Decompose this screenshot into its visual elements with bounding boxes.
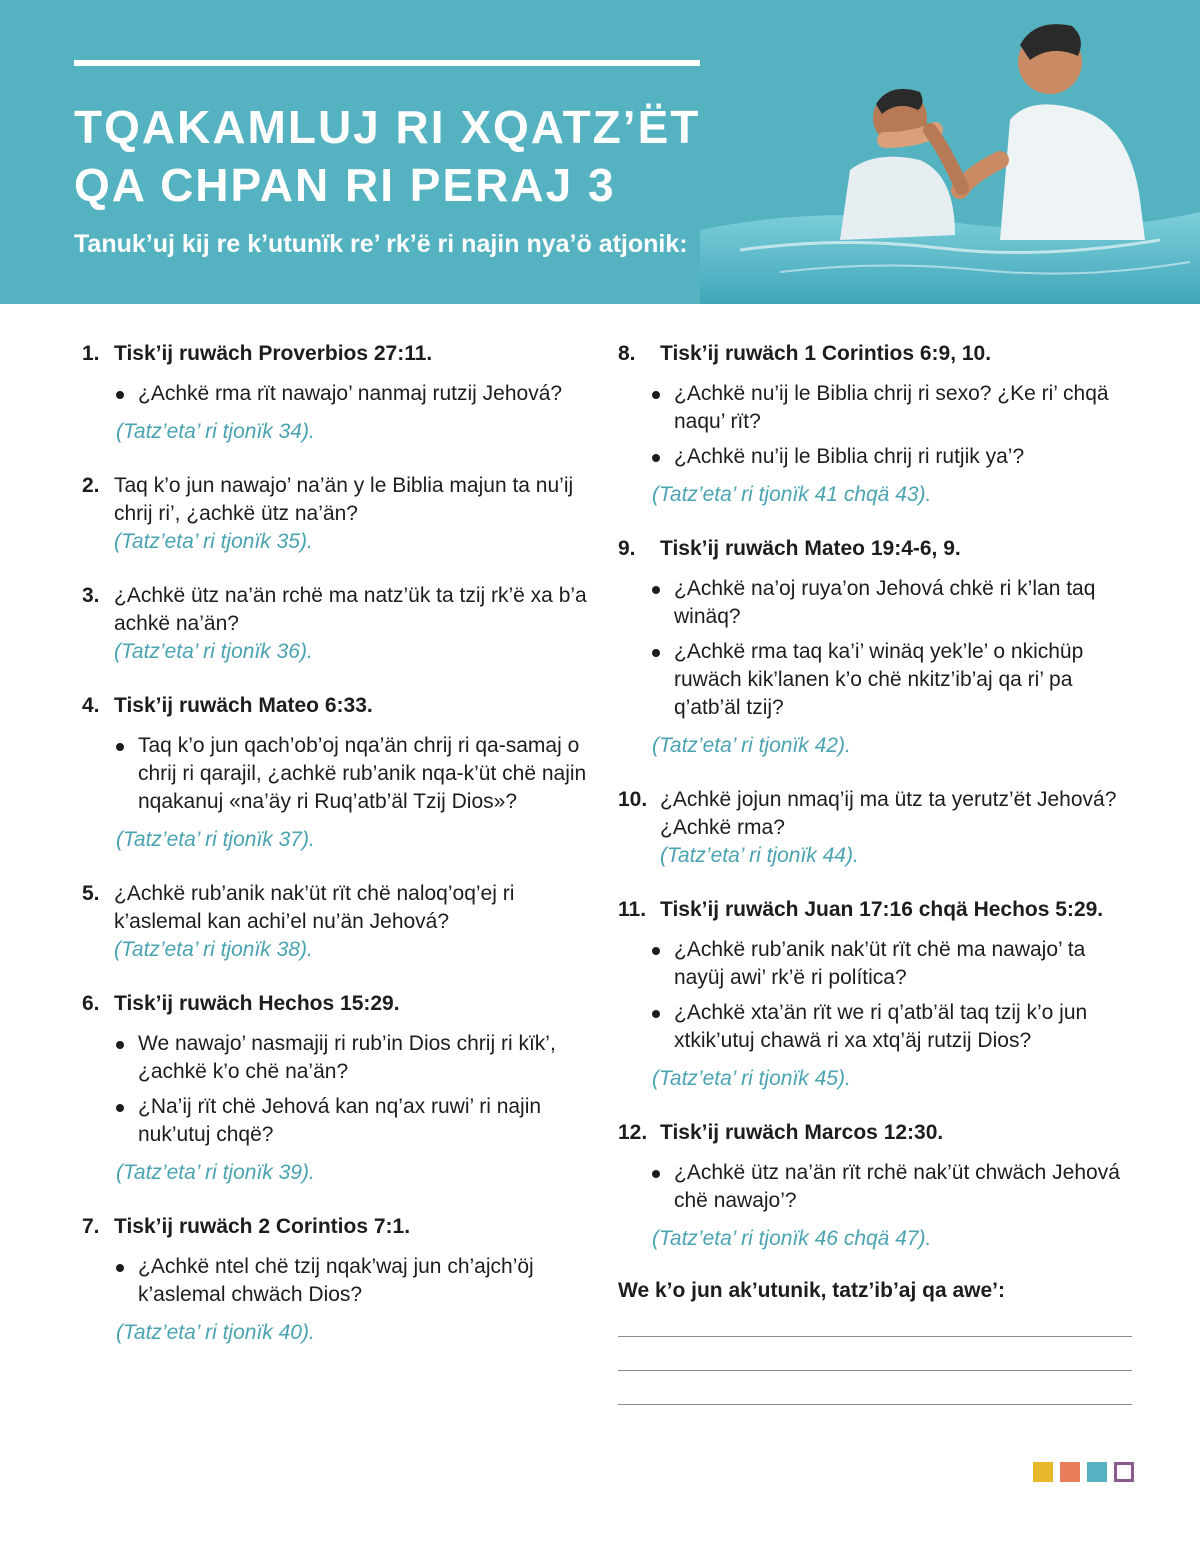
bullet-item: ¿Achkë rub’anik nak’üt rït chë ma nawajo’ ta nayüj awi’ rk’ë ri política? [618,936,1138,992]
lesson-reference: (Tatz’eta’ ri tjonïk 36). [114,640,313,663]
notes-line[interactable] [618,1336,1132,1337]
question-number: 2. [82,474,100,497]
lesson-reference: (Tatz’eta’ ri tjonïk 44). [660,844,859,867]
notes-label: We k’o jun ak’utunik, tatz’ib’aj qa awe’: [618,1279,1006,1302]
question-text [660,896,1138,924]
lesson-reference: (Tatz’eta’ ri tjonïk 40). [116,1321,315,1344]
question-item [618,535,1138,760]
lesson-reference: (Tatz’eta’ ri tjonïk 38). [114,938,313,961]
page-title [74,98,754,214]
bullet-item: ¿Achkë nu’ij le Biblia chrij ri rutjik ya’? [618,443,1138,471]
orange-square [1060,1462,1080,1482]
question-heading [618,896,1138,924]
question-number: 9. [618,537,636,560]
question-heading [618,535,1138,563]
bullet-list [618,936,1138,1055]
question-item [82,990,592,1187]
bullet-item: Taq k’o jun qach’ob’oj nqa’än chrij ri qa-samaj o chrij ri qarajil, ¿achkë rub’anik nqa-k’üt chë najin nqakanuj «na’äy ri Ruq’atb’äl Tzij Dios»? [82,732,592,816]
question-text-body: Tisk’ij ruwäch Proverbios 27:11. [114,342,433,365]
bullet-list [82,732,592,816]
question-heading [618,786,1138,870]
title-line-2: QA CHPAN RI PERAJ 3 [74,159,616,211]
question-number: 3. [82,584,100,607]
bullet-item: We nawajo’ nasmajij ri rub’in Dios chrij ri kïk’, ¿achkë k’o chë na’än? [82,1030,592,1086]
baptism-illustration [700,0,1200,304]
question-item [82,340,592,446]
question-number: 11. [618,898,647,921]
notes-line[interactable] [618,1370,1132,1371]
header-banner [0,0,1200,304]
question-number: 6. [82,992,100,1015]
bullet-item: ¿Na’ij rït chë Jehová kan nq’ax ruwi’ ri najin nuk’utuj chqë? [82,1093,592,1149]
purple-outline-square [1114,1462,1134,1482]
question-heading [82,472,592,556]
question-item [618,786,1138,870]
question-text-body: Tisk’ij ruwäch Marcos 12:30. [660,1121,944,1144]
lesson-reference: (Tatz’eta’ ri tjonïk 46 chqä 47). [652,1227,932,1250]
question-heading [82,880,592,964]
bullet-list [618,380,1138,471]
question-text [660,786,1138,870]
question-item [618,1119,1138,1253]
question-item [82,1213,592,1347]
question-text-body: Tisk’ij ruwäch Mateo 6:33. [114,694,373,717]
bullet-item: ¿Achkë ütz na’än rït rchë nak’üt chwäch Jehová chë nawajo’? [618,1159,1138,1215]
question-number: 8. [618,342,636,365]
question-text-body: Tisk’ij ruwäch Juan 17:16 chqä Hechos 5:29. [660,898,1104,921]
question-item [618,340,1138,509]
notes-line[interactable] [618,1404,1132,1405]
question-heading [82,340,592,368]
page-subtitle: Tanuk’uj kij re k’utunïk re’ rk’ë ri najin nya’ö atjonik: [74,230,688,258]
question-heading [82,692,592,720]
right-column [618,340,1138,1405]
bullet-list [82,1253,592,1309]
question-text-body: Tisk’ij ruwäch Hechos 15:29. [114,992,400,1015]
lesson-reference: (Tatz’eta’ ri tjonïk 45). [652,1067,851,1090]
question-number: 10. [618,788,648,811]
question-item [618,896,1138,1093]
question-heading [618,340,1138,368]
question-text-body: Taq k’o jun nawajo’ na’än y le Biblia majun ta nu’ij chrij ri’, ¿achkë ütz na’än? [114,474,574,525]
lesson-reference: (Tatz’eta’ ri tjonïk 37). [116,828,315,851]
bullet-list [618,1159,1138,1215]
bullet-item: ¿Achkë rma taq ka’i’ winäq yek’le’ o nkichüp ruwäch kik’lanen k’o chë nkitz’ib’aj qa ri’ pa q’atb’äl tzij? [618,638,1138,722]
teal-square [1087,1462,1107,1482]
bullet-item: ¿Achkë nu’ij le Biblia chrij ri sexo? ¿Ke ri’ chqä naqu’ rït? [618,380,1138,436]
question-heading [82,582,592,666]
left-column [82,340,592,1373]
question-item [82,880,592,964]
question-number: 12. [618,1121,648,1144]
question-text [114,990,592,1018]
header-rule [74,60,700,66]
question-text-body: Tisk’ij ruwäch 2 Corintios 7:1. [114,1215,411,1238]
lesson-reference: (Tatz’eta’ ri tjonïk 39). [116,1161,315,1184]
title-line-1: TQAKAMLUJ RI XQATZ’ËT [74,101,701,153]
question-text [114,692,592,720]
color-squares [1033,1462,1134,1482]
bullet-item: ¿Achkë rma rït nawajo’ nanmaj rutzij Jehová? [82,380,592,408]
bullet-list [618,575,1138,722]
question-text [114,340,592,368]
question-text [660,535,1138,563]
question-item [82,582,592,666]
bullet-list [82,1030,592,1149]
question-heading [82,1213,592,1241]
question-number: 5. [82,882,100,905]
question-heading [82,990,592,1018]
question-item [82,692,592,854]
lesson-reference: (Tatz’eta’ ri tjonïk 41 chqä 43). [652,483,932,506]
bullet-item: ¿Achkë xta’än rït we ri q’atb’äl taq tzij k’o jun xtkik’utuj chawä ri xa xtq’äj rutzij Dios? [618,999,1138,1055]
lesson-reference: (Tatz’eta’ ri tjonïk 42). [652,734,851,757]
question-text-body: Tisk’ij ruwäch 1 Corintios 6:9, 10. [660,342,992,365]
question-number: 4. [82,694,100,717]
question-text-body: ¿Achkë rub’anik nak’üt rït chë naloq’oq’ej ri k’aslemal kan achi’el nu’än Jehová? [114,882,515,933]
lesson-reference: (Tatz’eta’ ri tjonïk 34). [116,420,315,443]
question-text [660,1119,1138,1147]
question-text [660,340,1138,368]
question-text [114,472,592,556]
yellow-square [1033,1462,1053,1482]
bullet-list [82,380,592,408]
question-number: 7. [82,1215,100,1238]
question-item [82,472,592,556]
bullet-item: ¿Achkë ntel chë tzij nqak’waj jun ch’ajch’öj k’aslemal chwäch Dios? [82,1253,592,1309]
question-number: 1. [82,342,100,365]
lesson-reference: (Tatz’eta’ ri tjonïk 35). [114,530,313,553]
question-text-body: ¿Achkë jojun nmaq’ij ma ütz ta yerutz’ët Jehová? ¿Achkë rma? [660,788,1117,839]
question-text [114,1213,592,1241]
question-text [114,582,592,666]
question-heading [618,1119,1138,1147]
bullet-item: ¿Achkë na’oj ruya’on Jehová chkë ri k’lan taq winäq? [618,575,1138,631]
question-text [114,880,592,964]
question-text-body: Tisk’ij ruwäch Mateo 19:4-6, 9. [660,537,961,560]
question-text-body: ¿Achkë ütz na’än rchë ma natz’ük ta tzij rk’ë xa b’a achkë na’än? [114,584,587,635]
